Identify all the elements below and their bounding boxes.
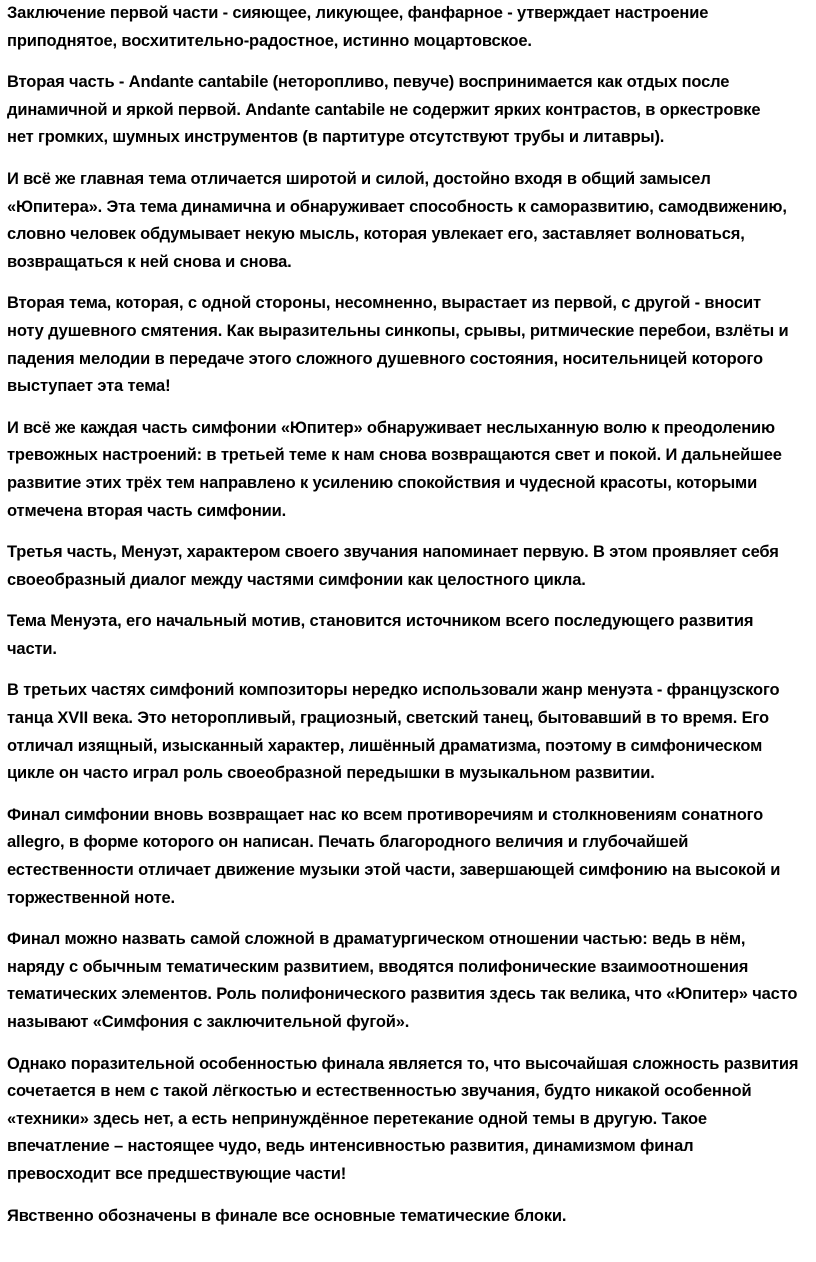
paragraph-5: И всё же каждая часть симфонии «Юпитер» обнаруживает неслыханную волю к преодолению тревожных настроений: в третьей теме к нам снова возвращаются свет и покой. И дальнейшее развитие этих трёх тем направлено к усилению спокойствия и чудесной красоты, которыми отмечена вторая часть симфонии. xyxy=(7,418,782,520)
paragraph-7: Тема Менуэта, его начальный мотив, становится источником всего последующего развития части. xyxy=(7,612,754,658)
paragraph-9: Финал симфонии вновь возвращает нас ко всем противоречиям и столкновениям сонатного allegro, в форме которого он написан. Печать благородного величия и глубочайшей естественности отличает движение музыки этой части, завершающей симфонию на высокой и торжественной ноте. xyxy=(7,805,781,907)
paragraph-6: Третья часть, Менуэт, характером своего звучания напоминает первую. В этом проявляет себя своеобразный диалог между частями симфонии как целостного цикла. xyxy=(7,543,779,589)
paragraph-2: Вторая часть - Andante cantabile (неторопливо, певуче) воспринимается как отдых после динамичной и яркой первой. Andante cantabile не содержит ярких контрастов, в оркестровке нет громких, шумных инструментов (в партитуре отсутствуют трубы и литавры). xyxy=(7,73,761,147)
paragraph-11: Однако поразительной особенностью финала является то, что высочайшая сложность развития сочетается в нем с такой лёгкостью и естественностью звучания, будто никакой особенной «техники» здесь нет, а есть непринуждённое перетекание одной темы в другую. Такое впечатление – настоящее чудо, ведь интенсивностью развития, динамизмом финал превосходит все предшествующие части! xyxy=(7,1054,799,1183)
paragraph-12: Явственно обозначены в финале все основные тематические блоки. xyxy=(7,1206,567,1225)
paragraph-3: И всё же главная тема отличается широтой и силой, достойно входя в общий замысел «Юпитера». Эта тема динамична и обнаруживает способность к саморазвитию, самодвижению, словно человек обдумывает некую мысль, которая увлекает его, заставляет волноваться, возвращаться к ней снова и снова. xyxy=(7,169,787,271)
paragraph-10: Финал можно назвать самой сложной в драматургическом отношении частью: ведь в нём, наряду с обычным тематическим развитием, вводятся полифонические взаимоотношения тематических элементов. Роль полифонического развития здесь так велика, что «Юпитер» часто называют «Симфония с заключительной фугой». xyxy=(7,930,798,1031)
paragraph-4: Вторая тема, которая, с одной стороны, несомненно, вырастает из первой, с другой - вносит ноту душевного смятения. Как выразительны синкопы, срывы, ритмические перебои, взлёты и падения мелодии в передаче этого сложного душевного состояния, носительницей которого выступает эта тема! xyxy=(7,294,789,396)
paragraph-1: Заключение первой части - сияющее, ликующее, фанфарное - утверждает настроение приподнятое, восхитительно-радостное, истинно моцартовское. xyxy=(7,4,709,50)
paragraph-8: В третьих частях симфоний композиторы нередко использовали жанр менуэта - французского танца XVII века. Это неторопливый, грациозный, светский танец, бытовавший в то время. Его отличал изящный, изысканный характер, лишённый драматизма, поэтому в симфоническом цикле он часто играл роль своеобразной передышки в музыкальном развитии. xyxy=(7,681,780,783)
